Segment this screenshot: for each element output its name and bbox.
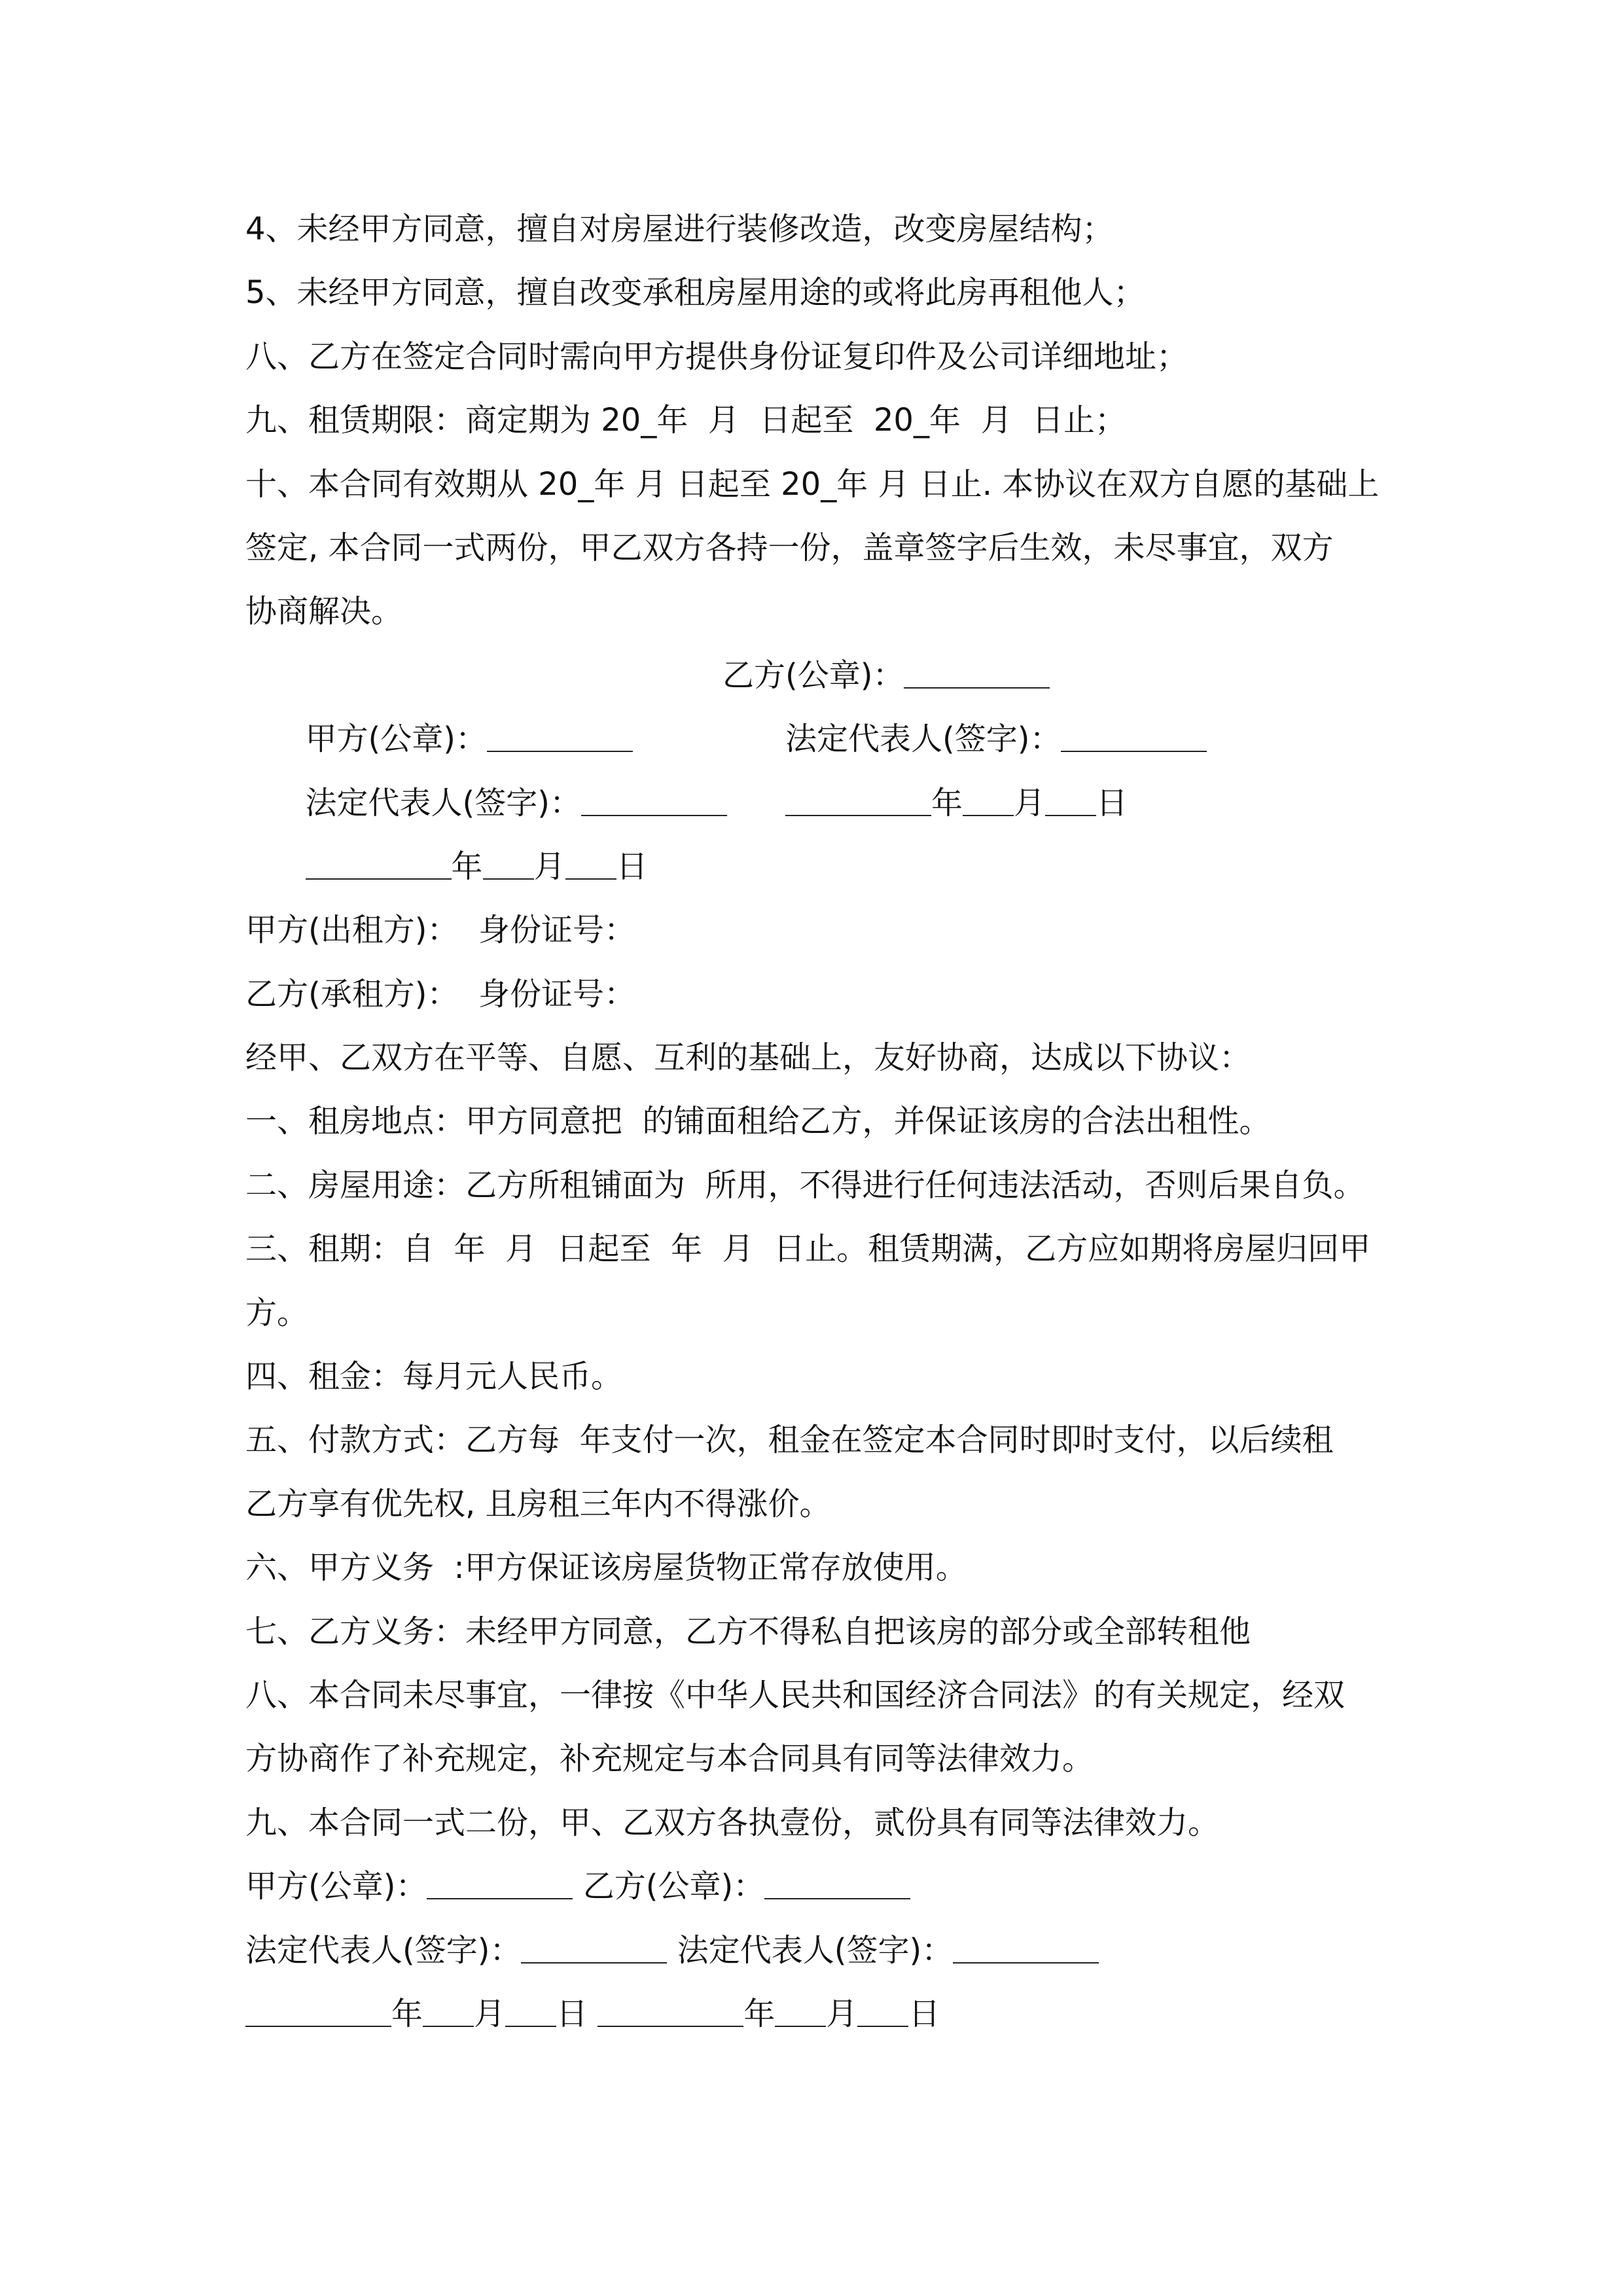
clause-line: 九、租赁期限：商定期为 20_年 月 日起至 20_年 月 日止； [245, 402, 1126, 439]
date-row [245, 1982, 1410, 2046]
clause-line: 二、房屋用途：乙方所租铺面为 所用，不得进行任何违法活动，否则后果自负。 [245, 1166, 1365, 1204]
clause-line: 5、未经甲方同意，擅自改变承租房屋用途的或将此房再租他人； [245, 274, 1145, 312]
month-label: 月 [533, 848, 565, 885]
section-2 [245, 899, 1410, 2046]
month-blank [775, 2000, 826, 2027]
rep-row [245, 708, 1410, 821]
party-b-rep-blank [1061, 725, 1207, 752]
clause-line: 三、租期：自 年 月 日起至 年 月 日止。租赁期满，乙方应如期将房屋归回甲 [245, 1230, 1371, 1268]
clause-line: 十、本合同有效期从 20_年 月 日起至 20_年 月 日止. 本协议在双方自愿的基础上 [245, 465, 1380, 503]
year-label: 年 [931, 784, 963, 821]
clause-line: 七、乙方义务：未经甲方同意，乙方不得私自把该房的部分或全部转租他 [245, 1613, 1251, 1650]
party-b-seal-label: 乙方(公章)： [582, 1868, 765, 1905]
clause-line: 乙方(承租方)： 身份证号： [245, 975, 635, 1013]
day-blank [1045, 789, 1096, 816]
year-blank [597, 2000, 743, 2027]
clause-line: 一、租房地点：甲方同意把 的铺面租给乙方，并保证该房的合法出租性。 [245, 1103, 1271, 1140]
clause-line: 方协商作了补充规定，补充规定与本合同具有同等法律效力。 [245, 1740, 1094, 1778]
year-label: 年 [391, 1995, 423, 2032]
contract-page [245, 198, 1410, 2046]
year-label: 年 [451, 848, 483, 885]
clause-line: 八、本合同未尽事宜，一律按《中华人民共和国经济合同法》的有关规定，经双 [245, 1676, 1346, 1713]
party-a-rep-label: 法定代表人(签字)： [245, 1931, 522, 1969]
clause-line: 九、本合同一式二份，甲、乙双方各执壹份，贰份具有同等法律效力。 [245, 1804, 1220, 1841]
rep-row [245, 1919, 1410, 1982]
party-a-seal-label: 甲方(公章)： [245, 1868, 427, 1905]
day-label: 日 [908, 1995, 940, 2032]
clause-line: 甲方(出租方)： 身份证号： [245, 912, 635, 949]
clause-line: 六、甲方义务 :甲方保证该房屋货物正常存放使用。 [245, 1549, 967, 1587]
month-blank [423, 2000, 474, 2027]
party-b-rep-label: 法定代表人(签字)： [785, 721, 1061, 758]
month-blank [483, 852, 534, 880]
party-a-seal-blank [427, 1872, 573, 1899]
month-label: 月 [1014, 784, 1046, 821]
clause-line: 五、付款方式：乙方每 年支付一次，租金在签定本合同时即时支付，以后续租 [245, 1422, 1334, 1459]
year-blank [306, 852, 452, 880]
party-a-seal-label: 甲方(公章)： [305, 721, 488, 758]
year-blank [785, 789, 931, 816]
clause-line: 签定, 本合同一式两份，甲乙双方各持一份，盖章签字后生效，未尽事宜，双方 [245, 529, 1334, 566]
party-b-rep-blank [953, 1936, 1099, 1964]
clause-line: 方。 [245, 1294, 309, 1331]
clause-line: 4、未经甲方同意，擅自对房屋进行装修改造，改变房屋结构； [245, 211, 1114, 247]
section-1 [245, 198, 1410, 885]
day-label: 日 [1096, 784, 1128, 821]
clause-line: 八、乙方在签定合同时需向甲方提供身份证复印件及公司详细地址； [245, 338, 1188, 375]
day-blank [857, 2000, 908, 2027]
clause-line: 乙方享有优先权, 且房租三年内不得涨价。 [245, 1485, 831, 1522]
party-b-seal-blank [904, 661, 1050, 689]
day-blank [505, 2000, 556, 2027]
party-b-seal-label: 乙方(公章)： [722, 656, 904, 694]
month-label: 月 [826, 1995, 858, 2032]
party-a-rep-label: 法定代表人(签字)： [305, 784, 582, 821]
date-row [245, 772, 1410, 885]
party-a-rep-blank [521, 1936, 667, 1964]
day-label: 日 [556, 1995, 588, 2032]
clause-line: 协商解决。 [245, 593, 403, 630]
month-label: 月 [474, 1995, 506, 2032]
month-blank [963, 789, 1014, 816]
year-label: 年 [743, 1995, 776, 2032]
clause-line: 经甲、乙双方在平等、自愿、互利的基础上，友好协商，达成以下协议： [245, 1039, 1251, 1077]
seal-row [245, 1855, 1410, 1918]
day-label: 日 [616, 848, 648, 885]
year-blank [245, 2000, 391, 2027]
day-blank [565, 852, 616, 880]
clause-line: 四、租金：每月元人民币。 [245, 1358, 623, 1395]
party-b-seal-blank [764, 1872, 910, 1899]
party-b-rep-label: 法定代表人(签字)： [677, 1931, 954, 1969]
